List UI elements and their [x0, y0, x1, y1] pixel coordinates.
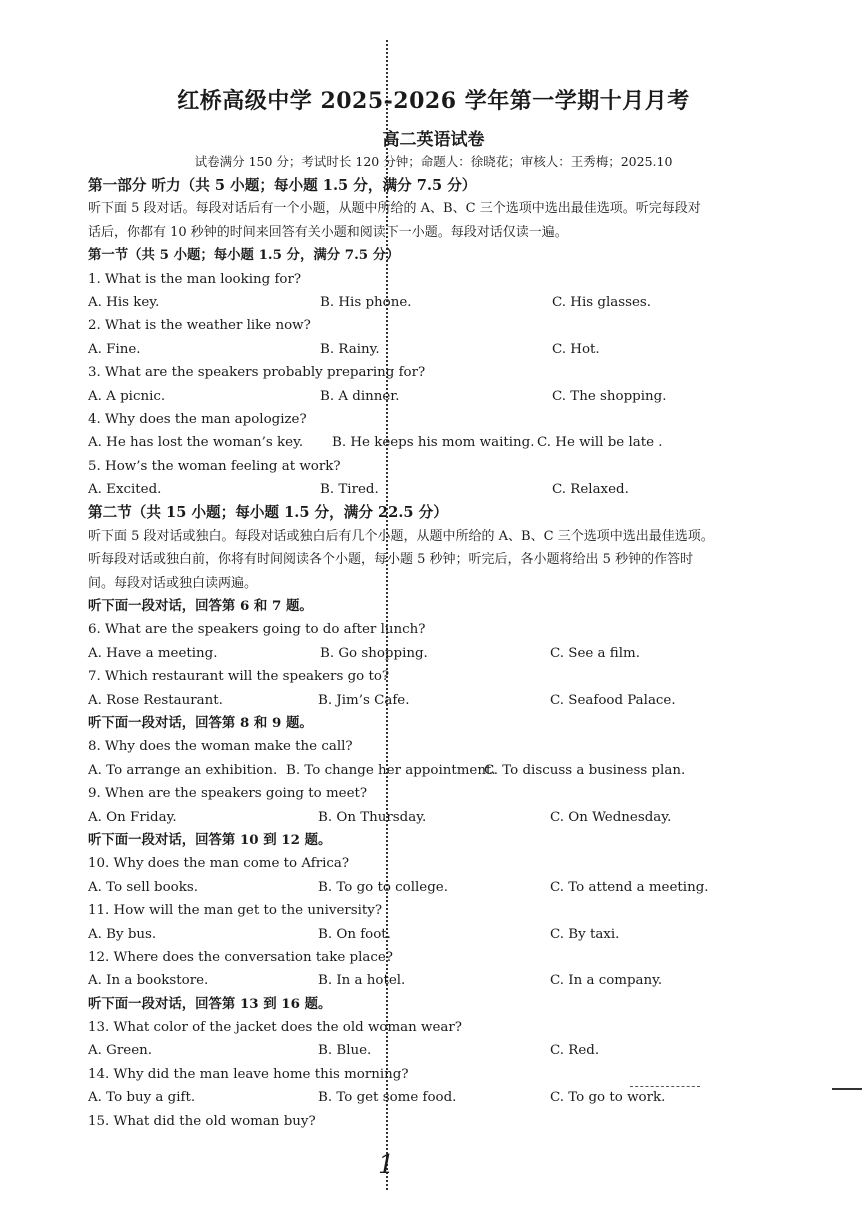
question-6: 6. What are the speakers going to do after lunch? — [88, 622, 426, 638]
option-12c: C. In a company. — [550, 973, 663, 989]
group-10-12-heading: 听下面一段对话，回答第 10 到 12 题。 — [88, 831, 332, 848]
option-8c: C. To discuss a business plan. — [484, 762, 686, 778]
option-1c: C. His glasses. — [552, 294, 652, 310]
question-7: 7. Which restaurant will the speakers go to? — [88, 669, 390, 685]
option-4c: C. He will be late . — [537, 435, 663, 451]
option-5a: A. Excited. — [88, 482, 162, 498]
question-8: 8. Why does the woman make the call? — [88, 739, 353, 755]
options-9 — [88, 806, 788, 829]
option-8a: A. To arrange an exhibition. — [88, 762, 278, 778]
option-4a: A. He has lost the woman’s key. — [88, 435, 304, 451]
part2-instruction-2: 听每段对话或独白前，你将有时间阅读各个小题，每小题 5 秒钟；听完后，各小题将给出 5 秒钟的作答时 — [88, 552, 694, 568]
option-14a: A. To buy a gift. — [88, 1090, 196, 1106]
option-7c: C. Seafood Palace. — [550, 692, 676, 708]
option-2a: A. Fine. — [88, 341, 141, 357]
question-3: 3. What are the speakers probably preparing for? — [88, 365, 426, 381]
option-5b: B. Tired. — [320, 482, 379, 498]
options-2 — [88, 338, 788, 361]
options-1 — [88, 291, 788, 314]
scan-mark — [630, 1086, 700, 1087]
options-14 — [88, 1086, 788, 1109]
group-13-16-heading: 听下面一段对话，回答第 13 到 16 题。 — [88, 995, 332, 1012]
options-5 — [88, 478, 788, 501]
option-11b: B. On foot. — [318, 926, 391, 942]
options-12 — [88, 969, 788, 992]
option-12a: A. In a bookstore. — [88, 973, 209, 989]
option-11a: A. By bus. — [88, 926, 157, 942]
part2-instruction-1: 听下面 5 段对话或独白。每段对话或独白后有几个小题，从题中所给的 A、B、C 三个选项中选出最佳选项。 — [88, 528, 714, 544]
options-7 — [88, 689, 788, 712]
question-13: 13. What color of the jacket does the old woman wear? — [88, 1020, 462, 1036]
scan-mark-edge — [832, 1088, 862, 1090]
option-9b: B. On Thursday. — [318, 809, 427, 825]
question-10: 10. Why does the man come to Africa? — [88, 856, 350, 872]
option-9c: C. On Wednesday. — [550, 809, 672, 825]
option-14b: B. To get some food. — [318, 1090, 457, 1106]
exam-title: 红桥高级中学 2025-2026 学年第一学期十月月考 — [177, 88, 690, 114]
option-7b: B. Jim’s Cafe. — [318, 692, 410, 708]
exam-content — [88, 174, 788, 1133]
options-3 — [88, 385, 788, 408]
exam-subtitle: 高二英语试卷 — [382, 130, 485, 150]
part2-instruction-3: 间。每段对话或独白读两遍。 — [88, 575, 258, 591]
options-10 — [88, 876, 788, 899]
part1-instruction-2: 话后，你都有 10 秒钟的时间来回答有关小题和阅读下一小题。每段对话仅读一遍。 — [88, 224, 568, 240]
options-11 — [88, 923, 788, 946]
part2-heading: 第二节（共 15 小题；每小题 1.5 分，满分 22.5 分） — [88, 504, 448, 522]
option-13c: C. Red. — [550, 1043, 600, 1059]
options-13 — [88, 1039, 788, 1062]
part1-heading: 第一部分 听力（共 5 小题；每小题 1.5 分，满分 7.5 分） — [88, 177, 477, 194]
option-2b: B. Rainy. — [320, 341, 380, 357]
question-9: 9. When are the speakers going to meet? — [88, 786, 368, 802]
option-4b: B. He keeps his mom waiting. — [332, 435, 535, 451]
question-15: 15. What did the old woman buy? — [88, 1113, 316, 1129]
question-1: 1. What is the man looking for? — [88, 271, 302, 287]
part1-instruction-1: 听下面 5 段对话。每段对话后有一个小题，从题中所给的 A、B、C 三个选项中选出最佳选项。听完每段对 — [88, 201, 701, 217]
option-1a: A. His key. — [88, 294, 160, 310]
option-10b: B. To go to college. — [318, 879, 448, 895]
option-3c: C. The shopping. — [552, 388, 667, 404]
question-2: 2. What is the weather like now? — [88, 318, 311, 334]
option-13a: A. Green. — [88, 1043, 153, 1059]
option-14c: C. To go to work. — [550, 1090, 666, 1106]
option-7a: A. Rose Restaurant. — [88, 692, 223, 708]
option-8b: B. To change her appointment. — [286, 762, 496, 778]
question-11: 11. How will the man get to the university? — [88, 903, 383, 919]
option-3b: B. A dinner. — [320, 388, 400, 404]
question-5: 5. How’s the woman feeling at work? — [88, 458, 341, 474]
option-10a: A. To sell books. — [88, 879, 198, 895]
option-12b: B. In a hotel. — [318, 973, 406, 989]
question-14: 14. Why did the man leave home this morning? — [88, 1066, 409, 1082]
option-9a: A. On Friday. — [88, 809, 177, 825]
exam-meta: 试卷满分 150 分；考试时长 120 分钟；命题人：徐晓花；审核人：王秀梅；2025.10 — [194, 154, 673, 169]
option-6b: B. Go shopping. — [320, 645, 428, 661]
group-6-7-heading: 听下面一段对话，回答第 6 和 7 题。 — [88, 598, 313, 615]
option-6c: C. See a film. — [550, 645, 640, 661]
options-4 — [88, 431, 788, 454]
options-6 — [88, 642, 788, 665]
option-2c: C. Hot. — [552, 341, 600, 357]
options-8 — [88, 759, 788, 782]
option-1b: B. His phone. — [320, 294, 412, 310]
option-10c: C. To attend a meeting. — [550, 879, 709, 895]
option-13b: B. Blue. — [318, 1043, 372, 1059]
question-4: 4. Why does the man apologize? — [88, 411, 307, 427]
question-12: 12. Where does the conversation take place? — [88, 949, 393, 965]
section1-heading: 第一节（共 5 小题；每小题 1.5 分，满分 7.5 分） — [88, 247, 400, 264]
option-11c: C. By taxi. — [550, 926, 620, 942]
group-8-9-heading: 听下面一段对话，回答第 8 和 9 题。 — [88, 714, 313, 731]
option-5c: C. Relaxed. — [552, 482, 629, 498]
page-number: 1 — [378, 1150, 395, 1180]
option-3a: A. A picnic. — [88, 388, 166, 404]
option-6a: A. Have a meeting. — [88, 645, 218, 661]
